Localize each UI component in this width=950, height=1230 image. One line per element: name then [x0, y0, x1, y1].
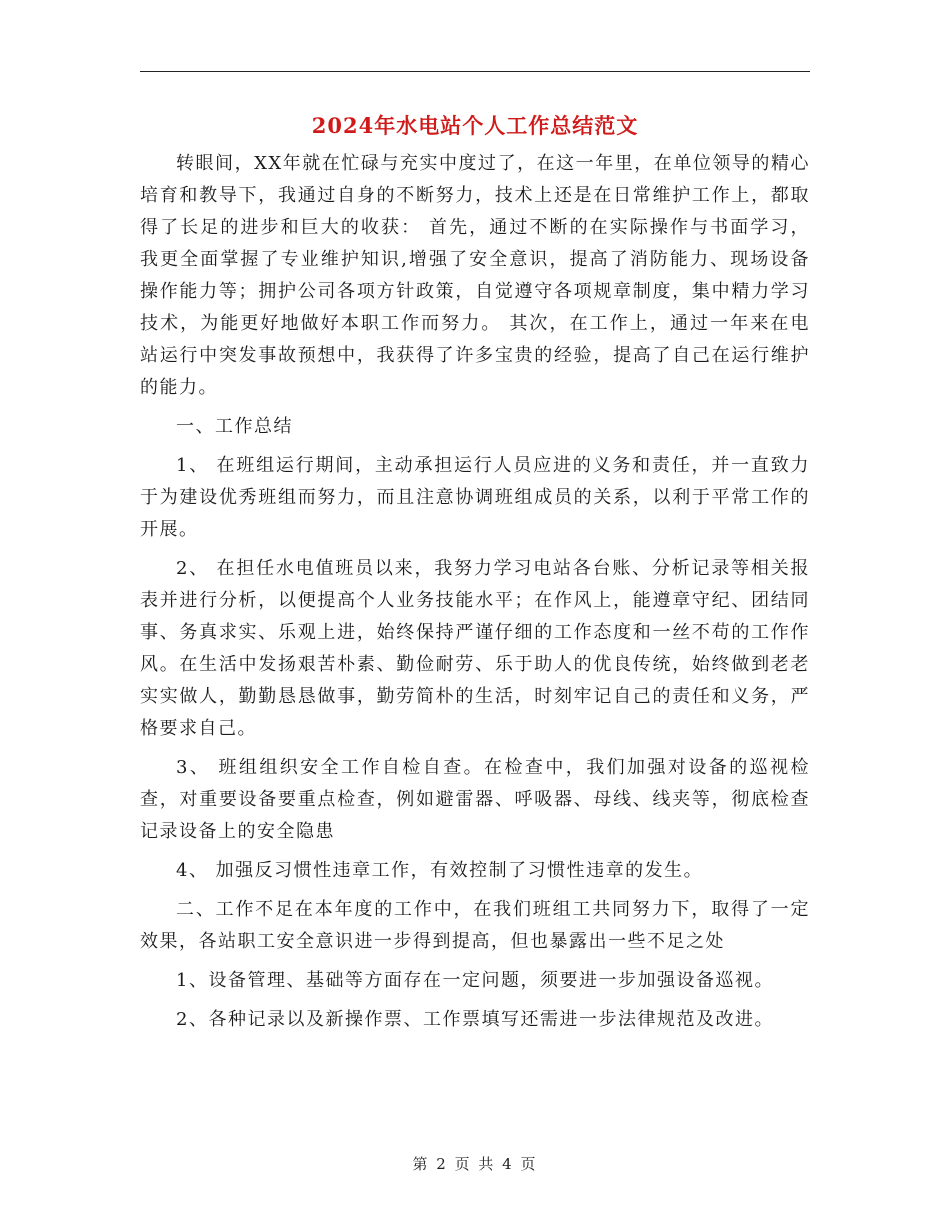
summary-item-4: 4、 加强反习惯性违章工作，有效控制了习惯性违章的发生。 [176, 860, 704, 881]
document-title: 2024年水电站个人工作总结范文 [311, 113, 639, 138]
shortcoming-item-1: 1、设备管理、基础等方面存在一定问题，须要进一步加强设备巡视。 [176, 970, 774, 991]
page-number: 第 2 页 共 4 页 [412, 1155, 538, 1173]
summary-item-2: 2、 在担任水电值班员以来，我努力学习电站各台账、分析记录等相关报表并进行分析，以便提高个人业务技能水平；在作风上，能遵章守纪、团结同事、务真求实、乐观上进，始终保持严谨仔细的工作态度和一丝不苟的工作作风。在生活中发扬艰苦朴素、勤俭耐劳、乐于助人的优良传统，始终做到老老实实做人，勤勤恳恳做事，勤劳简朴的生活，时刻牢记自己的责任和义务，严格要求自己。 [140, 558, 810, 739]
shortcoming-item-2: 2、各种记录以及新操作票、工作票填写还需进一步法律规范及改进。 [176, 1009, 774, 1030]
section-heading-summary: 一、工作总结 [176, 416, 293, 437]
document-body [140, 148, 810, 1043]
intro-paragraph: 转眼间，XX年就在忙碌与充实中度过了，在这一年里，在单位领导的精心培育和教导下，我通过自身的不断努力，技术上还是在日常维护工作上，都取得了长足的进步和巨大的收获： 首先，通过不断的在实际操作与书面学习，我更全面掌握了专业维护知识,增强了安全意识，提高了消防能力、现场设备操作能力等；拥护公司各项方针政策，自觉遵守各项规章制度，集中精力学习技术，为能更好地做好本职工作而努力。 其次，在工作上，通过一年来在电站运行中突发事故预想中，我获得了许多宝贵的经验，提高了自己在运行维护的能力。 [140, 153, 810, 398]
section-heading-shortcomings: 二、工作不足在本年度的工作中，在我们班组工共同努力下，取得了一定效果，各站职工安全意识进一步得到提高，但也暴露出一些不足之处 [140, 899, 810, 952]
summary-item-1: 1、 在班组运行期间，主动承担运行人员应进的义务和责任，并一直致力于为建设优秀班组而努力，而且注意协调班组成员的关系，以利于平常工作的开展。 [140, 455, 810, 540]
header-rule [140, 71, 810, 72]
summary-item-3: 3、 班组组织安全工作自检自查。在检查中，我们加强对设备的巡视检查，对重要设备要重点检查，例如避雷器、呼吸器、母线、线夹等，彻底检查记录设备上的安全隐患 [140, 757, 810, 842]
